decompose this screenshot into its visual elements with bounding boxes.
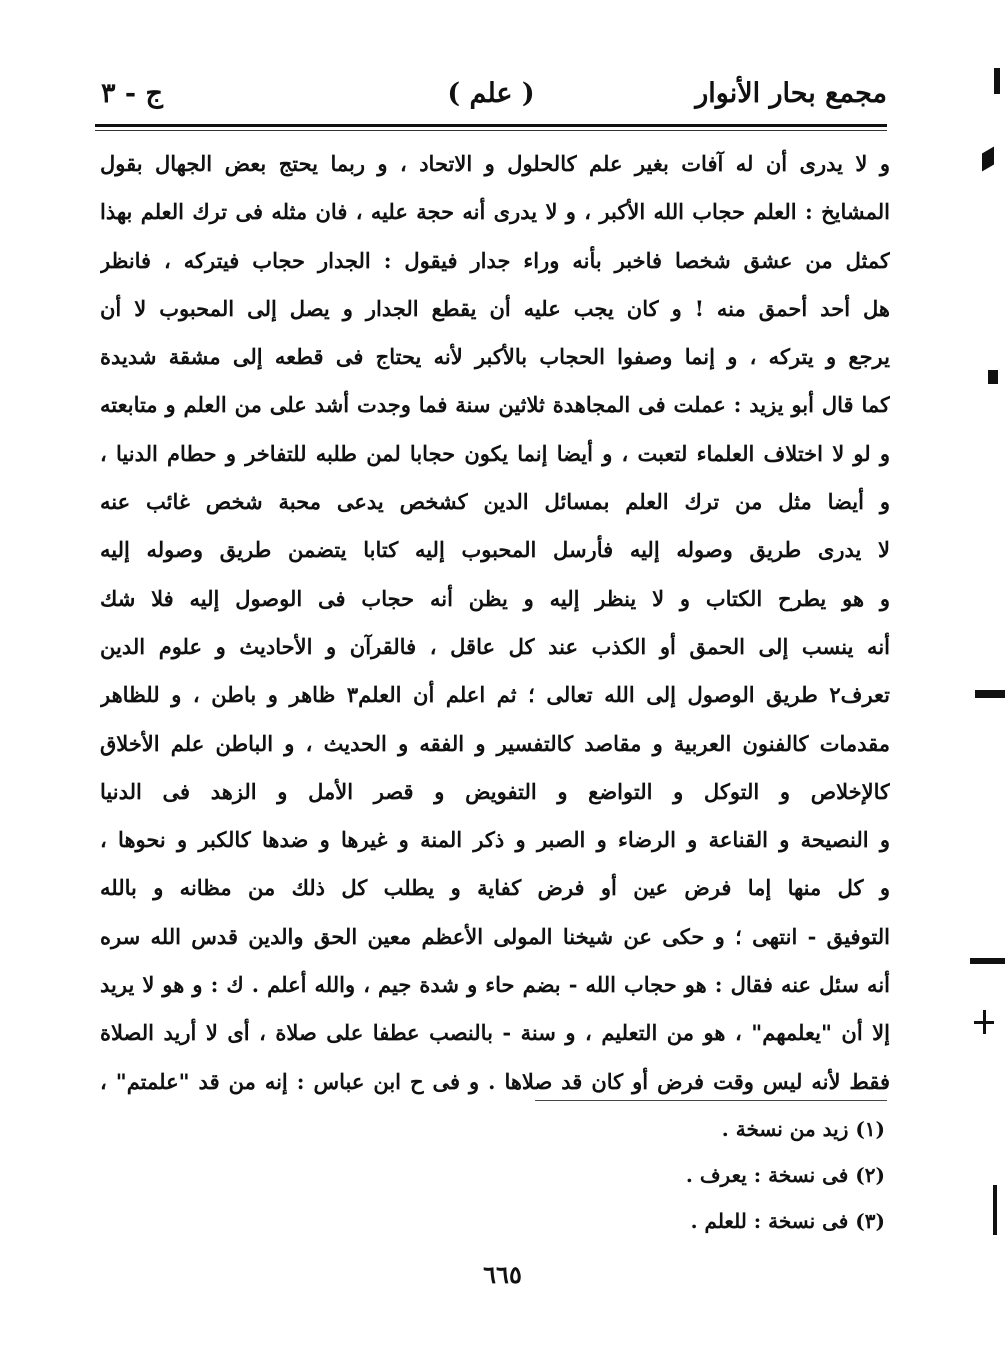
running-header — [95, 72, 887, 122]
text-line: و النصيحة و القناعة و الرضاء و الصبر و ذكر المنة و غيرها و ضدها كالكبر و نحوها ، — [100, 827, 890, 853]
margin-mark — [993, 1185, 997, 1235]
text-line: و لو لا اختلاف العلماء لتعبت ، و أيضا إنما يكون حجابا لمن طلبه للتفاخر و حطام الدنيا ، — [100, 440, 890, 466]
header-rule — [95, 124, 887, 127]
text-line: يرجع و يتركه ، و إنما وصفوا الحجاب بالأكبر لأنه يحتاج فى قطعه إلى مشقة شديدة — [100, 344, 890, 370]
text-line: فقط لأنه ليس وقت فرض أو كان قد صلاها . و فى ح ابن عباس : إنه من قد "علمتم" ، — [100, 1068, 890, 1094]
text-line: و كل منها إما فرض عين أو فرض كفاية و يطلب كل ذلك من مظانه و بالله — [100, 875, 890, 901]
text-line: و هو يطرح الكتاب و لا ينظر إليه و يظن أنه حجاب فى الوصول إليه فلا شك — [100, 585, 890, 611]
text-line: كالإخلاص و التوكل و التواضع و التفويض و قصر الأمل و الزهد فى الدنيا — [100, 778, 890, 804]
text-line: أنه ينسب إلى الحمق أو الكذب عند كل عاقل ، فالقرآن و الأحاديث و علوم الدين — [100, 633, 890, 659]
text-line: و لا يدرى أن له آفات بغير علم كالحلول و الاتحاد ، و ربما يحتج بعض الجهال بقول — [100, 151, 890, 176]
text-line: المشايخ : العلم حجاب الله الأكبر ، و لا يدرى أنه حجة عليه ، فان مثله فى ترك العلم بهذا — [100, 199, 890, 225]
entry-heading: ( علم ) — [447, 78, 535, 109]
text-line: أنه سئل عنه فقال : هو حجاب الله - بضم حاء و شدة جيم ، والله أعلم . ك : و هو لا يريد — [100, 972, 890, 998]
text-line: التوفيق - انتهى ؛ و حكى عن شيخنا المولى الأعظم معين الحق والدين قدس الله سره — [100, 923, 890, 949]
footnote: (١) زيد من نسخة . — [721, 1117, 885, 1141]
text-line: كما قال أبو يزيد : عملت فى المجاهدة ثلاثين سنة فما وجدت أشد على من العلم و متابعته — [100, 392, 890, 418]
margin-mark — [970, 958, 1005, 964]
page-number: ٦٦٥ — [483, 1260, 522, 1289]
margin-mark — [974, 1021, 994, 1024]
text-line: تعرف٢ طريق الوصول إلى الله تعالى ؛ ثم اعلم أن العلم٣ ظاهر و باطن ، و للظاهر — [100, 682, 890, 708]
margin-mark — [988, 370, 998, 384]
text-line: و أيضا مثل من ترك العلم بمسائل الدين كشخص يدعى محبة شخص غائب عنه — [100, 489, 890, 515]
footnote: (٣) فى نسخة : للعلم . — [690, 1209, 885, 1233]
text-line: كمثل من عشق شخصا فاخبر بأنه وراء جدار فيقول : الجدار حجاب فيتركه ، فانظر — [100, 247, 890, 273]
margin-mark — [982, 147, 994, 172]
text-line: هل أحد أحمق منه ! و كان يجب عليه أن يقطع الجدار و يصل إلى المحبوب لا أن — [100, 295, 890, 321]
footnote: (٢) فى نسخة : يعرف . — [685, 1163, 885, 1187]
body-text — [100, 140, 890, 1106]
text-line: مقدمات كالفنون العربية و مقاصد كالتفسير و الفقه و الحديث ، و الباطن علم الأخلاق — [100, 730, 890, 756]
margin-mark — [975, 690, 1005, 698]
margin-mark — [994, 68, 1000, 94]
book-title: مجمع بحار الأنوار — [695, 78, 887, 109]
volume-label: ج - ٣ — [101, 78, 163, 109]
text-line: إلا أن "يعلمهم" ، هو من التعليم ، و سنة - بالنصب عطفا على صلاة ، أى لا أريد الصلاة — [100, 1020, 890, 1046]
footnotes — [485, 1106, 885, 1244]
text-line: لا يدرى طريق وصوله إليه فأرسل المحبوب إليه كتابا يتضمن طريق وصوله إليه — [100, 537, 890, 563]
header-rule-thin — [95, 130, 887, 131]
footnote-rule — [535, 1100, 887, 1101]
